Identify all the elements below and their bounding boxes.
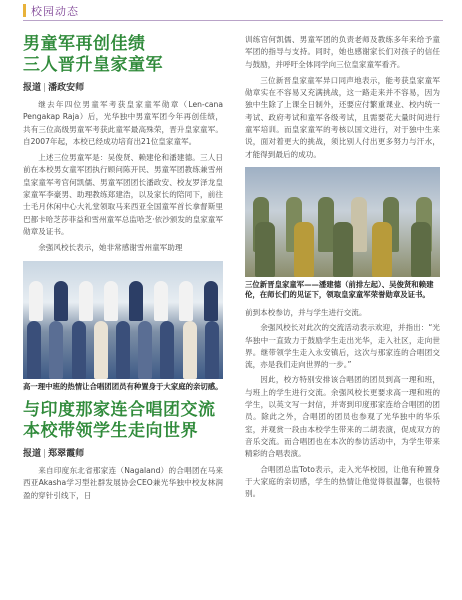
right-column: [245, 34, 440, 500]
left-column: [23, 34, 223, 502]
article1-paragraph: 继去年四位男童军考获皇家童军勋章（Len-cana Pengakap Raja）后，光华独中男童军团今年再创佳绩，共有三位高级男童军考获此童军最高殊荣，晋升皇家童军。自2007年起，本校已经成功培育出21位皇家童军。: [23, 100, 223, 146]
byline-author: 潘政安师: [48, 83, 85, 93]
byline-label: 报道: [23, 83, 42, 93]
article2-byline: 报道 | 郑翠霞师: [23, 449, 85, 460]
article1-headline: [23, 34, 223, 76]
article2-headline-line1: 与印度那家连合唱团交流: [23, 400, 216, 421]
article2-headline: [23, 400, 223, 442]
article2-photo: [23, 261, 223, 379]
article1-byline: 报道 | 潘政安师: [23, 83, 85, 93]
article1-photo-caption: 三位新晋皇家童军——潘建德（前排左起）、吴俊贤和赖建伦，在师长们的见证下，领取皇家童军荣誉勋章及证书。: [245, 279, 434, 300]
article1-paragraph: 余强风校长表示，她非常感谢雪州童军助理: [38, 243, 183, 253]
article1-paragraph: 三位新晋皇家童军异口同声地表示，能考获皇家童军勋章实在不容易又充满挑战，这一路走来并不容易，因为独中生除了上课全日制外，还要应付繁重课业、校内统一考试、政府考试和童军各级考试，且需要花大量时间进行童军培训。而皇家童军的考核以国文进行，对于独中生来说，面对着更大的挑战，须比别人付出更多努力与汗水，才能得到最后的成功。: [245, 75, 440, 159]
header-rule: [23, 20, 443, 21]
article1-paragraph: 训练官何凯儒、男童军团的负责老师及教练多年来给予童军团的指导与支持。同时，她也感谢家长们对孩子的信任与鼓励，并呼吁全体同学向三位皇家童军看齐。: [245, 35, 440, 69]
header-accent-bar: [23, 4, 26, 17]
article2-paragraph: 余强风校长对此次的交流活动表示欢迎，并指出：“光华独中一直致力于鼓励学生走出光华，走入社区，走向世界。继带领学生走入永安镇后，这次与那家连的合唱团交流，亦是我们走向世界的一步。”: [245, 323, 440, 370]
article1-headline-line1: 男童军再创佳绩: [23, 34, 146, 54]
section-header: [0, 0, 462, 22]
section-title: 校园动态: [31, 5, 79, 18]
article2-headline-line2: 本校带领学生走向世界: [23, 421, 198, 442]
article1-photo: [245, 167, 440, 277]
article2-paragraph: 前到本校参访，并与学生进行交流。: [245, 307, 367, 317]
article2-photo-caption: 高一理中班的热情让合唱团团员有种置身于大家庭的亲切感。: [23, 381, 223, 391]
byline-author: 郑翠霞师: [48, 449, 85, 460]
article1-paragraph: 上述三位男童军是：吴俊贤、赖建伦和潘建德。三人日前在本校男女童军团执行顾问陈开民、男童军团教练兼雪州皇家童军考官何凯儒、男童军团团长潘政安、校友罗泽龙皇家童军李豪男、助理教练郑建浩，以及家长的陪同下，前往士毛月休闲中心大礼堂领取马来西亚全国童军首长拿督斯里巴都卡哈芝莎菲益和雪州童军总监哈芝·依沙颁发的皇家童军勋章及证书。: [23, 153, 223, 236]
article1-headline-line2: 三人晋升皇家童军: [23, 55, 163, 75]
byline-label: 报道: [23, 449, 42, 460]
article2-paragraph: 因此，校方特别安排该合唱团的团员到高一理和班，与班上的学生进行交流。余强风校长更要求高一理和班的学生，以英文写一封信，并寄到印度那家连给合唱团的团员。除此之外，合唱团的团员也参观了光华独中的华乐室，并观赏一段由本校学生带来的二胡表演，促成双方的音乐交流。而合唱团也在本次的参访活动中，为学生带来精彩的合唱表演。: [245, 375, 440, 459]
article2-paragraph: 合唱团总监Toto表示，走入光华校园，让他有种置身于大家庭的亲切感，学生的热情让他觉得很温馨，也很特别。: [245, 464, 440, 499]
article2-paragraph: 来自印度东北省那家连（Nagaland）的合唱团在马来西亚Akasha学习型社群发展协会CEO兼光华独中校友林润盈的穿针引线下，日: [23, 466, 223, 500]
